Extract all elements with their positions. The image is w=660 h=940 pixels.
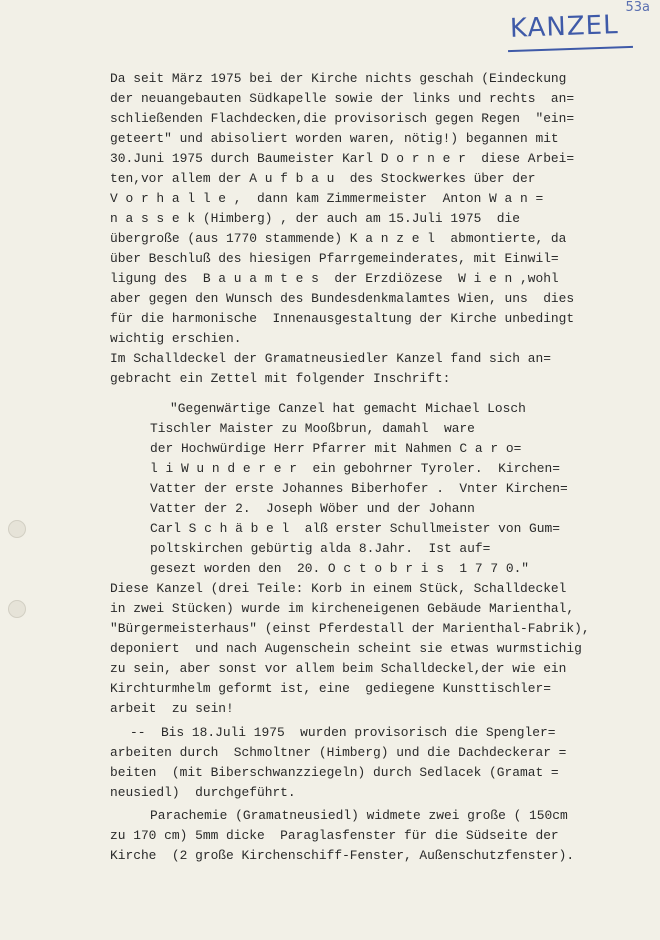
text-line: in zwei Stücken) wurde im kircheneigenen Gebäude Marienthal, — [110, 601, 575, 616]
text-line: Diese Kanzel (drei Teile: Korb in einem Stück, Schalldeckel — [110, 581, 567, 596]
text-line: der neuangebauten Südkapelle sowie der links und rechts an= — [110, 91, 575, 106]
text-line: Parachemie (Gramatneusiedl) widmete zwei große ( 150cm — [150, 808, 568, 823]
text-line: Im Schalldeckel der Gramatneusiedler Kanzel fand sich an= — [110, 351, 551, 366]
text-line: deponiert und nach Augenschein scheint sie etwas wurmstichig — [110, 641, 582, 656]
inscription-line: Tischler Maister zu Mooßbrun, damahl ware — [150, 421, 475, 436]
text-line: übergroße (aus 1770 stammende) K a n z e l abmontierte, da — [110, 231, 567, 246]
text-line: 30.Juni 1975 durch Baumeister Karl D o r n e r diese Arbei= — [110, 151, 575, 166]
inscription-line: Carl S c h ä b e l alß erster Schullmeister von Gum= — [150, 521, 560, 536]
text-line: aber gegen den Wunsch des Bundesdenkmalamtes Wien, uns dies — [110, 291, 575, 306]
text-line: über Beschluß des hiesigen Pfarrgemeinderates, mit Einwil= — [110, 251, 559, 266]
text-line: n a s s e k (Himberg) , der auch am 15.Juli 1975 die — [110, 211, 520, 226]
text-line: arbeiten durch Schmoltner (Himberg) und die Dachdeckerar = — [110, 745, 567, 760]
text-line: wichtig erschien. — [110, 331, 242, 346]
text-line: ligung des B a u a m t e s der Erzdiözese W i e n ,wohl — [110, 271, 559, 286]
inscription-line: gesezt worden den 20. O c t o b r i s 1 7 7 0." — [150, 561, 530, 576]
text-line: Da seit März 1975 bei der Kirche nichts geschah (Eindeckung — [110, 71, 567, 86]
inscription-line: Vatter der 2. Joseph Wöber und der Johann — [150, 501, 475, 516]
inscription-line: l i W u n d e r e r ein gebohrner Tyroler. Kirchen= — [150, 461, 560, 476]
text-line: arbeit zu sein! — [110, 701, 234, 716]
inscription-line: poltskirchen gebürtig alda 8.Jahr. Ist auf= — [150, 541, 491, 556]
text-line: "Bürgermeisterhaus" (einst Pferdestall der Marienthal-Fabrik), — [110, 621, 590, 636]
page-number: 53a — [625, 0, 650, 15]
text-line: beiten (mit Biberschwanzziegeln) durch Sedlacek (Gramat = — [110, 765, 559, 780]
text-line: ten,vor allem der A u f b a u des Stockwerkes über der — [110, 171, 536, 186]
text-line: geteert" und abisoliert worden waren, nötig!) begannen mit — [110, 131, 559, 146]
text-line: zu 170 cm) 5mm dicke Paraglasfenster für die Südseite der — [110, 828, 559, 843]
stamp-text: KANZEL — [509, 10, 620, 44]
inscription-line: "Gegenwärtige Canzel hat gemacht Michael Losch — [170, 401, 526, 416]
inscription-line: Vatter der erste Johannes Biberhofer . Vnter Kirchen= — [150, 481, 568, 496]
text-line: Kirche (2 große Kirchenschiff-Fenster, Außenschutzfenster). — [110, 848, 575, 863]
text-line: -- Bis 18.Juli 1975 wurden provisorisch die Spengler= — [130, 725, 556, 740]
inscription-line: der Hochwürdige Herr Pfarrer mit Nahmen C a r o= — [150, 441, 522, 456]
text-line: gebracht ein Zettel mit folgender Inschrift: — [110, 371, 451, 386]
text-line: neusiedl) durchgeführt. — [110, 785, 296, 800]
text-line: für die harmonische Innenausgestaltung der Kirche unbedingt — [110, 311, 575, 326]
text-line: Kirchturmhelm geformt ist, eine gediegene Kunsttischler= — [110, 681, 551, 696]
text-line: V o r h a l l e , dann kam Zimmermeister Anton W a n = — [110, 191, 544, 206]
text-line: schließenden Flachdecken,die provisorisch gegen Regen "ein= — [110, 111, 575, 126]
text-line: zu sein, aber sonst vor allem beim Schalldeckel,der wie ein — [110, 661, 567, 676]
